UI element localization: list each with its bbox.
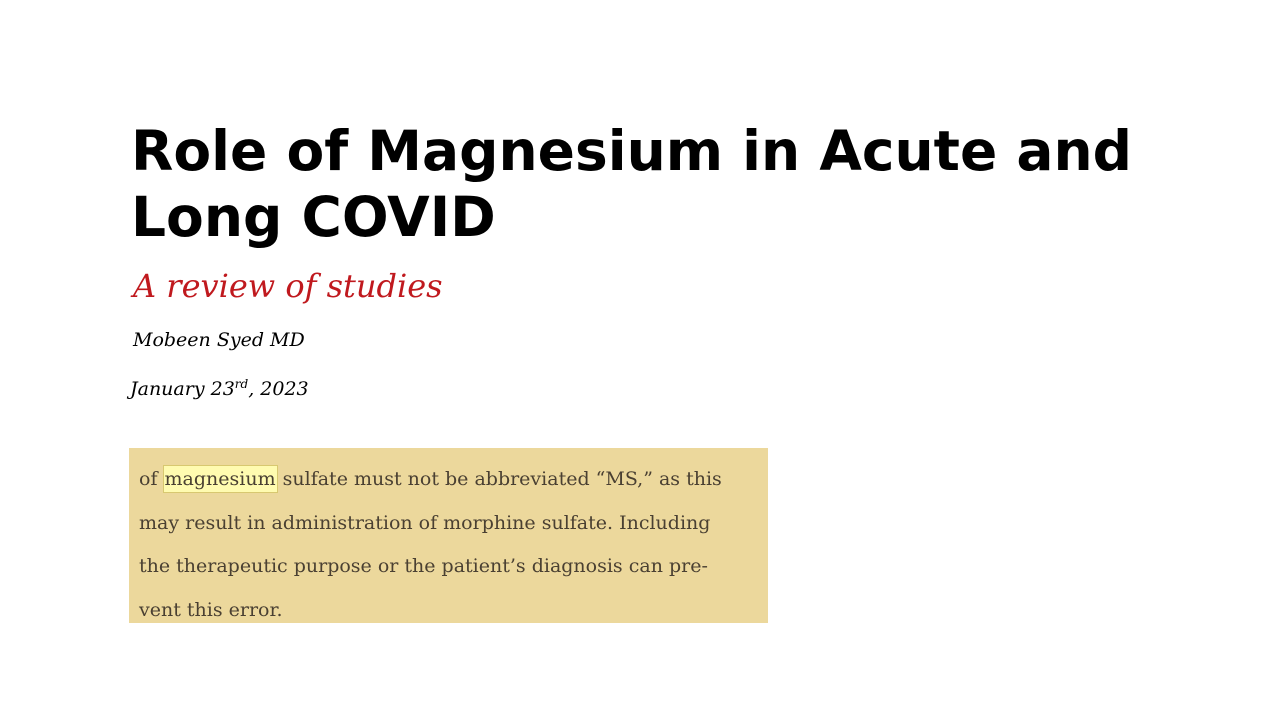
excerpt-line-2: may result in administration of morphine sulfate. Including [139, 511, 711, 534]
date-ordinal-suffix: rd [234, 377, 249, 391]
slide-title: Role of Magnesium in Acute and Long COVID [131, 119, 1133, 249]
excerpt-line-4: vent this error. [139, 598, 283, 621]
date-prefix: January 23 [130, 378, 235, 400]
excerpt-line-1-before: of [139, 468, 164, 490]
publication-date [130, 375, 309, 403]
slide-subtitle: A review of studies [133, 267, 443, 305]
excerpt-line-1-after: sulfate must not be abbreviated “MS,” as this [276, 468, 722, 490]
author-name: Mobeen Syed MD [133, 329, 305, 351]
book-excerpt-image [129, 448, 768, 623]
excerpt-line-3: the therapeutic purpose or the patient’s diagnosis can pre- [139, 555, 708, 577]
date-rest: , 2023 [248, 378, 309, 400]
excerpt-line-1 [139, 458, 762, 502]
highlighted-word: magnesium [164, 468, 276, 490]
